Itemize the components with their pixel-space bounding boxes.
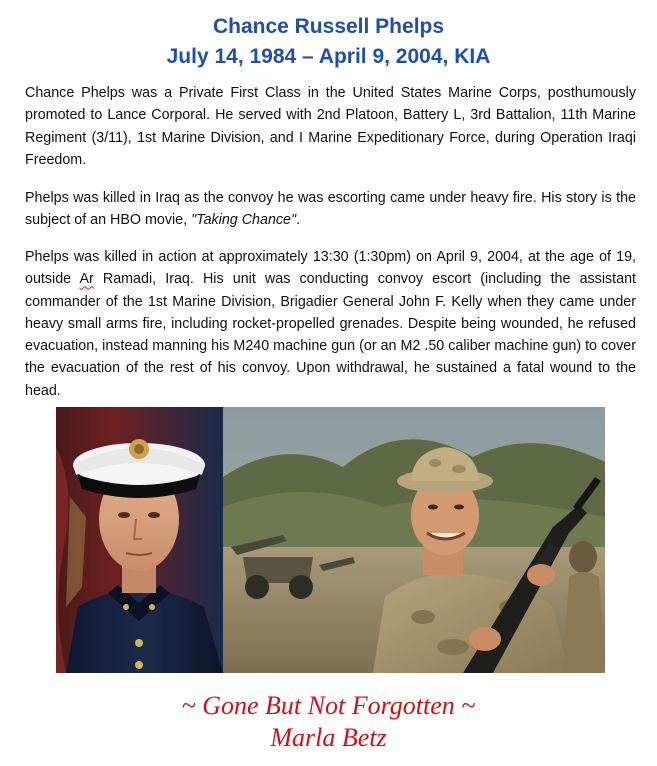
- tribute-text: ~ Gone But Not Forgotten ~: [181, 691, 476, 720]
- bio-kia-rest: Ramadi, Iraq. His unit was conducting convoy escort (including the assistant commander of the 1st Marine Division, Brigadier General John F. Kelly when they came under heavy small arms fire, including rocket-propelled grenades. Despite being wounded, he refused evacuation, instead manning his M240 machine gun (or an M2 .50 caliber machine gun) to cover the evacuation of the rest of his convoy. Upon withdrawal, he sustained a fatal wound to the head.: [25, 271, 636, 399]
- spellcheck-flagged-word: Ar: [79, 271, 94, 288]
- bio-paragraph-service: [25, 82, 636, 171]
- memorial-dates: July 14, 1984 – April 9, 2004, KIA: [166, 45, 491, 68]
- title-block: [0, 12, 657, 72]
- bio-movie-intro: Phelps was killed in Iraq as the convoy he was escorting came under heavy fire. His story is the subject of an HBO movie,: [25, 190, 636, 229]
- bio-kia-intro: Phelps was killed in action at approximately 13:30 (1:30pm) on April 9, 2004, at the age of 19, outside: [25, 249, 636, 288]
- memorial-name: Chance Russell Phelps: [212, 15, 445, 38]
- movie-title: "Taking Chance": [191, 212, 297, 229]
- dress-blues-portrait: [56, 407, 223, 673]
- bio-paragraph-movie: [25, 187, 636, 232]
- bio-movie-end: .: [296, 212, 301, 229]
- portrait-illustration: [56, 407, 223, 673]
- bio-service-text: Chance Phelps was a Private First Class in the United States Marine Corps, posthumously promoted to Lance Corporal. He served with 2nd Platoon, Battery L, 3rd Battalion, 11th Marine Regiment (3/11), 1st Marine Division, and I Marine Expeditionary Force, during Operation Iraqi Freedom.: [25, 85, 636, 168]
- author-signature: Marla Betz: [270, 723, 387, 752]
- field-illustration: [223, 407, 605, 673]
- field-photo: [223, 407, 605, 673]
- bio-paragraph-kia: [25, 246, 636, 402]
